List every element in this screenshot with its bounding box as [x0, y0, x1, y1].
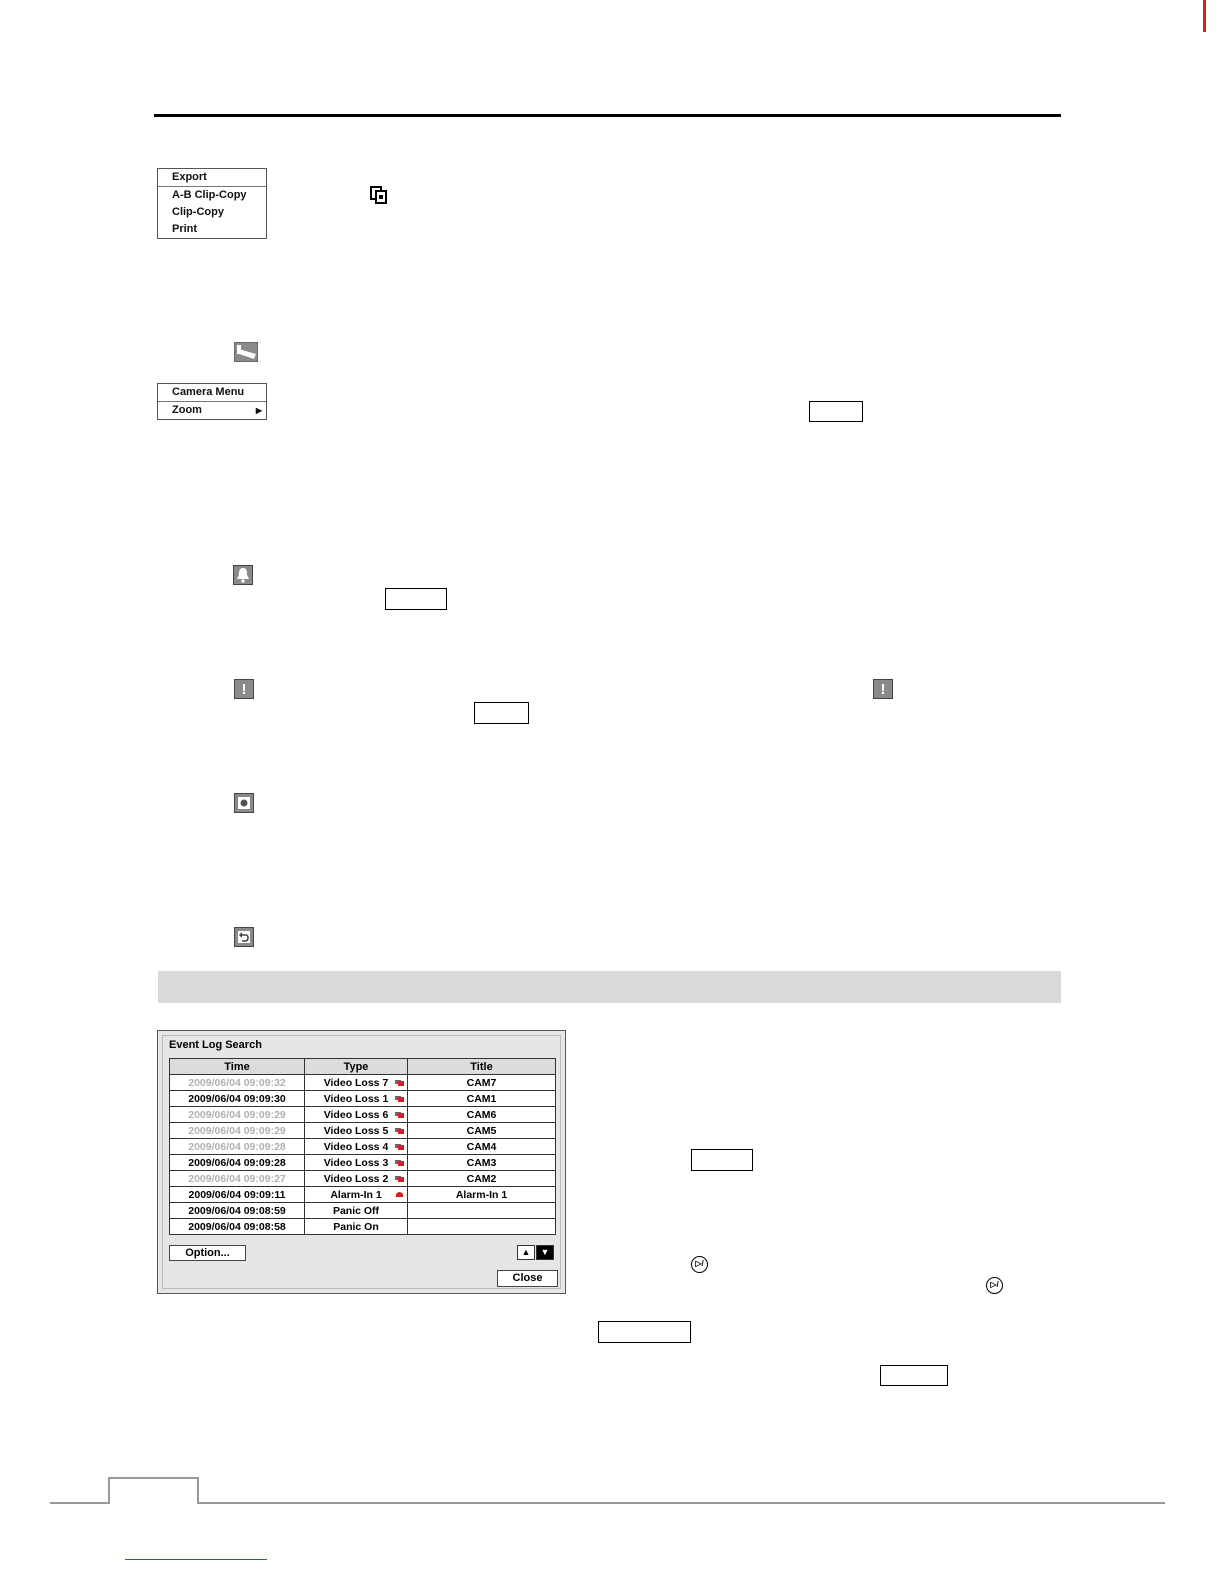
cell-time: 2009/06/04 09:09:28: [170, 1155, 305, 1171]
scroll-down-button[interactable]: ▼: [536, 1245, 554, 1260]
video-loss-icon: [395, 1143, 404, 1150]
camera-icon: [234, 342, 258, 367]
cell-time: 2009/06/04 09:09:30: [170, 1091, 305, 1107]
cell-type-label: Video Loss 6: [323, 1108, 389, 1121]
cell-title: CAM7: [408, 1075, 556, 1091]
inline-button-placeholder-4[interactable]: [691, 1149, 753, 1171]
inline-button-placeholder-5[interactable]: [598, 1321, 691, 1343]
cell-title: CAM2: [408, 1171, 556, 1187]
cell-title: CAM1: [408, 1091, 556, 1107]
cell-time: 2009/06/04 09:09:29: [170, 1123, 305, 1139]
cell-type: [305, 1123, 408, 1139]
event-log-search-dialog: [157, 1030, 566, 1294]
cell-title: CAM6: [408, 1107, 556, 1123]
video-loss-icon: [395, 1175, 404, 1182]
cell-type-label: Video Loss 5: [323, 1124, 389, 1137]
table-row[interactable]: [170, 1123, 556, 1139]
table-row[interactable]: [170, 1107, 556, 1123]
cell-type-label: Video Loss 2: [323, 1172, 389, 1185]
bell-icon: [233, 565, 253, 585]
table-row[interactable]: [170, 1219, 556, 1235]
cell-title: [408, 1219, 556, 1235]
cell-type-label: Video Loss 3: [323, 1156, 389, 1169]
inline-button-placeholder-1[interactable]: [809, 401, 863, 422]
cell-title: [408, 1203, 556, 1219]
table-row[interactable]: [170, 1203, 556, 1219]
copy-icon: [370, 186, 388, 209]
cell-type: [305, 1155, 408, 1171]
cell-time: 2009/06/04 09:09:27: [170, 1171, 305, 1187]
video-loss-icon: [395, 1111, 404, 1118]
table-row[interactable]: [170, 1155, 556, 1171]
submenu-arrow-icon: ▶: [255, 406, 262, 415]
cell-time: 2009/06/04 09:09:32: [170, 1075, 305, 1091]
cell-time: 2009/06/04 09:08:58: [170, 1219, 305, 1235]
column-header-title[interactable]: Title: [408, 1059, 556, 1075]
cell-type: [305, 1139, 408, 1155]
cell-time: 2009/06/04 09:08:59: [170, 1203, 305, 1219]
cell-title: Alarm-In 1: [408, 1187, 556, 1203]
cell-type: [305, 1091, 408, 1107]
camera-popup-menu: [157, 383, 267, 420]
play-pause-icon: ▷/: [691, 1256, 708, 1273]
option-button[interactable]: Option...: [169, 1245, 246, 1261]
cell-title: CAM4: [408, 1139, 556, 1155]
cell-type-label: Panic On: [333, 1220, 379, 1233]
cell-time: 2009/06/04 09:09:28: [170, 1139, 305, 1155]
export-popup-menu: [157, 168, 267, 239]
cell-type-label: Video Loss 1: [323, 1092, 389, 1105]
record-icon: [234, 793, 254, 813]
table-row[interactable]: [170, 1075, 556, 1091]
menu-item-export[interactable]: Export: [158, 169, 266, 187]
cell-type-label: Video Loss 4: [323, 1140, 389, 1153]
scroll-up-button[interactable]: ▲: [517, 1245, 535, 1260]
menu-item-zoom-label: Zoom: [172, 404, 202, 416]
cell-type: [305, 1203, 408, 1219]
cell-type: [305, 1171, 408, 1187]
dialog-title: Event Log Search: [169, 1039, 262, 1051]
section-header-bar: [158, 971, 1061, 1003]
page-number-tab: [108, 1477, 199, 1504]
cell-type-label: Video Loss 7: [323, 1076, 389, 1089]
cell-title: CAM3: [408, 1155, 556, 1171]
footer-link-underline: [125, 1559, 267, 1560]
cell-type: [305, 1075, 408, 1091]
inline-button-placeholder-6[interactable]: [880, 1365, 948, 1386]
play-pause-icon: ▷/: [986, 1277, 1003, 1294]
exclamation-icon: !: [234, 679, 254, 699]
close-button[interactable]: Close: [497, 1270, 558, 1287]
cell-type: [305, 1187, 408, 1203]
footer-rule: [50, 1502, 1165, 1504]
cell-type-label: Panic Off: [332, 1204, 380, 1217]
column-header-time[interactable]: Time: [170, 1059, 305, 1075]
cell-type-label: Alarm-In 1: [330, 1188, 382, 1201]
cell-title: CAM5: [408, 1123, 556, 1139]
table-row[interactable]: [170, 1091, 556, 1107]
video-loss-icon: [395, 1159, 404, 1166]
inline-button-placeholder-3[interactable]: [474, 702, 529, 724]
inline-button-placeholder-2[interactable]: [385, 588, 447, 610]
column-header-type[interactable]: Type: [305, 1059, 408, 1075]
table-row[interactable]: [170, 1171, 556, 1187]
menu-item-zoom[interactable]: [158, 402, 266, 419]
cell-type: [305, 1219, 408, 1235]
table-row[interactable]: [170, 1187, 556, 1203]
menu-item-print[interactable]: Print: [172, 223, 198, 235]
menu-item-camera-menu[interactable]: Camera Menu: [158, 384, 266, 402]
video-loss-icon: [395, 1095, 404, 1102]
exclamation-icon: !: [873, 679, 893, 699]
cell-time: 2009/06/04 09:09:11: [170, 1187, 305, 1203]
return-arrow-icon: [234, 927, 254, 947]
video-loss-icon: [395, 1127, 404, 1134]
menu-item-clip-copy[interactable]: Clip-Copy: [172, 206, 224, 218]
margin-mark: [1203, 0, 1206, 32]
alarm-icon: [395, 1191, 404, 1198]
event-log-table: [169, 1058, 556, 1235]
table-row[interactable]: [170, 1139, 556, 1155]
header-rule: [154, 114, 1061, 117]
cell-type: [305, 1107, 408, 1123]
video-loss-icon: [395, 1079, 404, 1086]
menu-item-ab-clip-copy[interactable]: A-B Clip-Copy: [172, 189, 247, 201]
cell-time: 2009/06/04 09:09:29: [170, 1107, 305, 1123]
